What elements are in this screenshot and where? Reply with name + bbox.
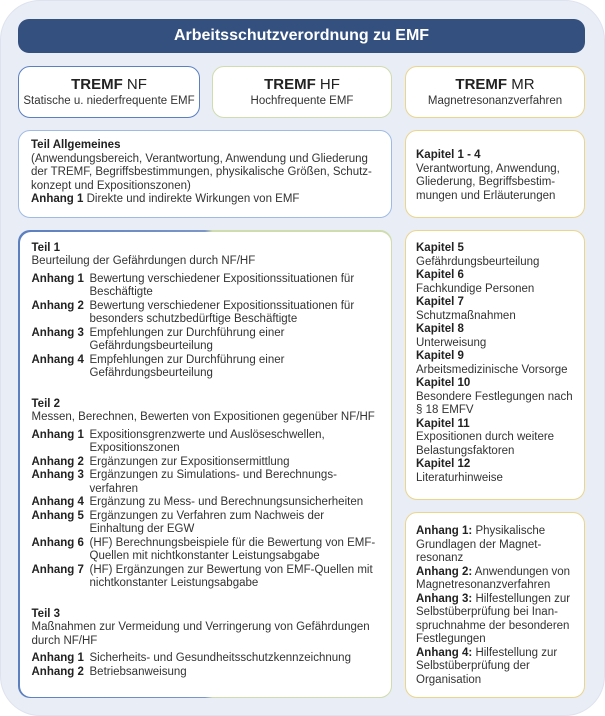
kapitel-label: Kapitel 12 [416,458,471,470]
diagram-title [18,19,585,53]
teil-2-anhang-row [32,469,379,496]
mr-anhang-item [416,525,574,566]
teil-1-heading: Teil 1 [31,241,61,254]
kapitel-1-4-heading: Kapitel 1 - 4 [416,149,481,161]
kapitel-label: Kapitel 8 [416,323,464,335]
kapitel-text: Fachkundige Personen [416,282,535,295]
mr-anhang-text: Physikalische Grundlagen der Magnet-resonanz [416,525,546,564]
kapitel-text: Unterweisung [416,336,487,349]
kapitel-item [416,458,574,485]
tremf-mr-label: TREMF [455,75,508,93]
kapitel-text: Expositionen durch weitere Belastungsfaktoren [416,431,555,457]
mr-anhang-text: Hilfestellungen zur Selbstüberprüfung bei Inan-spruchnahme der besonderen Festlegungen [416,592,571,645]
teil-2-anhang-row [32,564,379,591]
teil-1-anhang-row [32,300,379,327]
teil-2-anhang-row [32,496,379,510]
tremf-hf-card [212,66,392,118]
teil-2-heading: Teil 2 [31,397,61,410]
allgemein-anhang-text: Direkte und indirekte Wirkungen von EMF [86,193,300,205]
tremf-hf-label: TREMF [264,75,316,93]
mr-anhaenge-box [405,512,585,698]
anhang-label: Anhang 2 [31,299,84,312]
kapitel-text: Arbeitsmedizinische Vorsorge [416,363,568,376]
kapitel-item [416,350,574,377]
kapitel-label: Kapitel 9 [416,350,464,362]
teil-3-anhang-row [32,652,379,666]
kapitel-label: Kapitel 11 [416,417,470,430]
kapitel-text: Gefährdungsbeurteilung [416,255,540,268]
anhang-label: Anhang 4 [31,353,84,366]
kapitel-item [416,296,574,323]
anhang-text: (HF) Berechnungsbeispiele für die Bewertung von EMF-Quellen mit nichtkonstanter Leistungsabgabe [89,536,376,562]
tremf-nf-card [18,66,200,118]
mr-anhang-item [416,593,574,647]
mr-anhang-item [416,566,574,593]
teil-3-heading: Teil 3 [31,607,61,620]
anhang-text: Ergänzungen zu Verfahren zum Nachweis der Einhaltung der EGW [89,509,325,535]
teil-3-section [32,608,379,680]
mr-anhang-label: Anhang 3: [416,592,473,605]
anhang-text: Empfehlungen zur Durchführung einer Gefährdungsbeurteilung [89,353,285,379]
kapitel-item [416,418,574,459]
anhang-label: Anhang 7 [31,563,84,576]
teil-1-anhang-row [32,273,379,300]
mr-anhang-label: Anhang 4: [416,646,473,659]
kapitel-text: Schutzmaßnahmen [416,309,516,322]
tremf-hf-subtitle: Hochfrequente EMF [250,94,354,107]
anhang-label: Anhang 6 [31,536,84,549]
tremf-hf-suffix: HF [319,75,340,93]
kapitel-item [416,269,574,296]
teil-allgemeines-box [18,130,392,218]
teile-box [18,230,392,698]
teil-2-subtitle: Messen, Berechnen, Bewerten von Expositionen gegenüber NF/HF [31,411,375,423]
anhang-text: Ergänzungen zu Simulations- und Berechnungs-verfahren [89,469,337,495]
teil-1-section [32,242,379,381]
teil-3-anhang-row [32,666,379,680]
kapitel-item [416,377,574,418]
allgemein-text: (Anwendungsbereich, Verantwortung, Anwendung und Gliederung der TREMF, Begriffsbestimmungen, physikalische Größen, Schutz-konzept und Expositionszonen) [31,152,372,192]
kapitel-label: Kapitel 5 [416,242,464,254]
anhang-label: Anhang 4 [31,496,84,508]
teil-1-anhang-row [32,354,379,381]
kapitel-label: Kapitel 10 [416,377,471,389]
anhang-label: Anhang 3 [31,326,84,339]
tremf-nf-suffix: NF [126,75,147,93]
kapitel-item [416,323,574,350]
tremf-mr-suffix: MR [511,75,535,93]
mr-anhang-label: Anhang 2: [416,565,473,578]
anhang-label: Anhang 1 [31,428,84,441]
allgemein-anhang-label: Anhang 1 [31,193,84,205]
anhang-text: Sicherheits- und Gesundheitsschutzkennzeichnung [89,652,351,664]
anhang-text: Empfehlungen zur Durchführung einer Gefährdungsbeurteilung [89,326,285,352]
anhang-text: (HF) Ergänzungen zur Bewertung von EMF-Quellen mit nichtkonstanter Leistungsabgabe [89,563,373,589]
anhang-label: Anhang 5 [31,509,84,522]
anhang-text: Bewertung verschiedener Expositionssituationen für Beschäftigte [89,272,355,298]
anhang-label: Anhang 2 [31,665,84,678]
tremf-mr-subtitle: Magnetresonanzverfahren [427,94,563,107]
anhang-label: Anhang 3 [31,469,84,481]
mr-anhang-text: Anwendungen von Magnetresonanzverfahren [416,565,571,591]
kapitel-text: Besondere Festlegungen nach § 18 EMFV [416,390,573,416]
anhang-label: Anhang 1 [31,272,84,285]
tremf-nf-label: TREMF [71,75,123,93]
mr-anhang-item [416,647,574,688]
anhang-text: Bewertung verschiedener Expositionssituationen für besonders schutzbedürftige Beschäftigte [89,299,355,325]
mr-anhang-label: Anhang 1: [416,525,473,537]
anhang-label: Anhang 2 [31,455,84,468]
mr-kapitel-box [405,230,585,500]
kapitel-item [416,242,574,269]
teil-2-anhang-row [32,429,379,456]
tremf-nf-subtitle: Statische u. niederfrequente EMF [23,94,195,107]
kapitel-text: Literaturhinweise [416,471,503,484]
kapitel-label: Kapitel 7 [416,296,464,308]
teil-1-subtitle: Beurteilung der Gefährdungen durch NF/HF [31,255,256,267]
teil-2-section [32,398,379,591]
anhang-text: Ergänzungen zur Expositionsermittlung [89,455,290,468]
anhang-text: Ergänzung zu Mess- und Berechnungsunsicherheiten [89,496,364,508]
anhang-label: Anhang 1 [31,652,84,664]
teil-2-anhang-row [32,537,379,564]
teil-2-anhang-row [32,456,379,470]
mr-anhang-text: Hilfestellung zur Selbstüberprüfung der Organisation [416,646,558,686]
teil-3-subtitle: Maßnahmen zur Vermeidung und Verringerung von Gefährdungen durch NF/HF [31,621,370,647]
anhang-text: Expositionsgrenzwerte und Auslöseschwellen, Expositionszonen [89,428,325,454]
title-text: Arbeitsschutzverordnung zu EMF [173,27,430,44]
teil-1-anhang-row [32,327,379,354]
teil-2-anhang-row [32,510,379,537]
kapitel-label: Kapitel 6 [416,269,464,281]
anhang-text: Betriebsanweisung [89,665,187,678]
kapitel-1-4-text: Verantwortung, Anwendung, Gliederung, Begriffsbestim-mungen und Erläuterungen [416,162,560,202]
tremf-mr-card [405,66,585,118]
mr-kapitel-1-4-box [405,130,585,218]
allgemein-heading: Teil Allgemeines [31,139,121,151]
